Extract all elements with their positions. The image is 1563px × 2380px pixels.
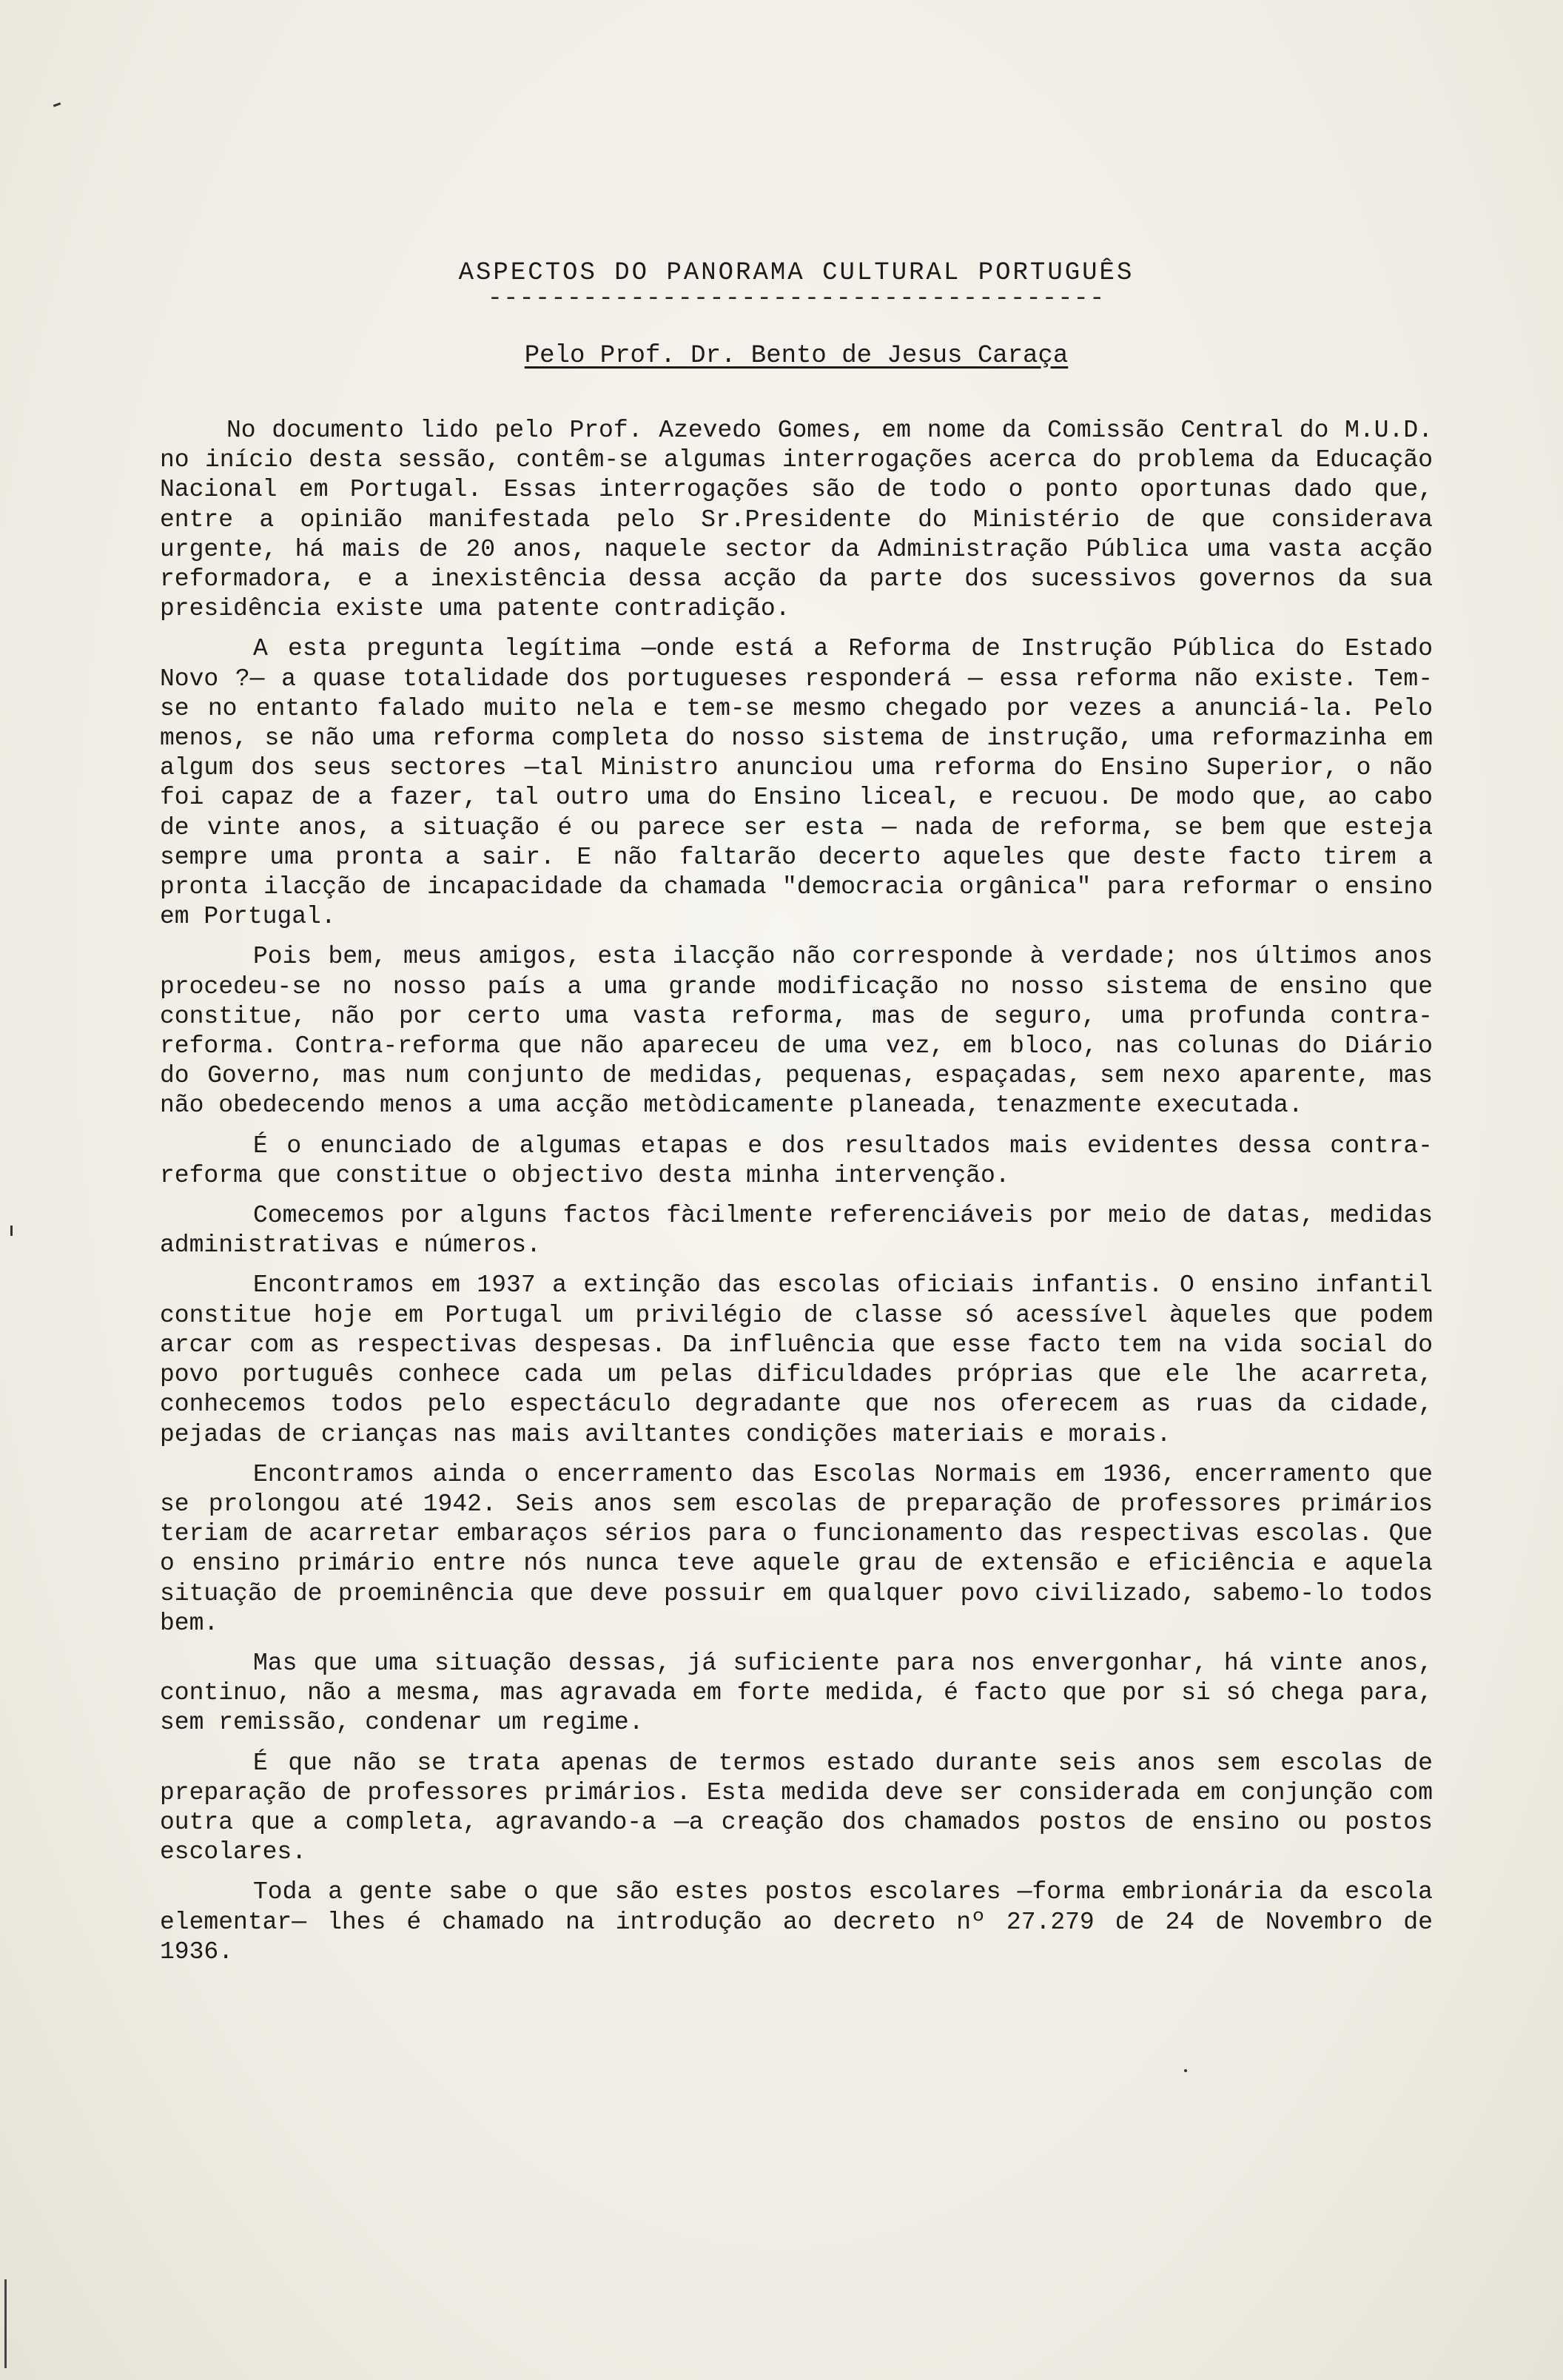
paragraph: Encontramos ainda o encerramento das Escolas Normais em 1936, encerramento que se prolongou até 1942. Seis anos sem escolas de preparação de professores primários teriam de acarretar embaraços sérios para o funcionamento das respectivas escolas. Que o ensino primário entre nós nunca teve aquele grau de extensão e eficiência e aquela situação de proeminência que deve possuir em qualquer povo civilizado, sabemo-lo todos bem. [160, 1460, 1433, 1637]
paragraph: Toda a gente sabe o que são estes postos escolares —forma embrionária da escola elementar— lhes é chamado na introdução ao decreto nº 27.279 de 24 de Novembro de 1936. [160, 1878, 1433, 1966]
paragraph: Pois bem, meus amigos, esta ilacção não corresponde à verdade; nos últimos anos procedeu-se no nosso país a uma grande modificação no nosso sistema de ensino que constitue, não por certo uma vasta reforma, mas de seguro, uma profunda contra-reforma. Contra-reforma que não apareceu de uma vez, em bloco, nas colunas do Diário do Governo, mas num conjunto de medidas, pequenas, espaçadas, sem nexo aparente, mas não obedecendo menos a uma acção metòdicamente planeada, tenazmente executada. [160, 943, 1433, 1120]
paragraph: No documento lido pelo Prof. Azevedo Gomes, em nome da Comissão Central do M.U.D. no início desta sessão, contêm-se algumas interrogações acerca do problema da Educação Nacional em Portugal. Essas interrogações são de todo o ponto oportunas dado que, entre a opinião manifestada pelo Sr.Presidente do Ministério de que considerava urgente, há mais de 20 anos, naquele sector da Administração Pública uma vasta acção reformadora, e a inexistência dessa acção da parte dos sucessivos governos da sua presidência existe uma patente contradição. [160, 417, 1433, 623]
paragraph: É que não se trata apenas de termos estado durante seis anos sem escolas de preparação de professores primários. Esta medida deve ser considerada em conjunção com outra que a completa, agravando-a —a creação dos chamados postos de ensino ou postos escolares. [160, 1749, 1433, 1866]
scan-speck [1184, 2069, 1187, 2072]
paragraph: A esta pregunta legítima —onde está a Reforma de Instrução Pública do Estado Novo ?— a quase totalidade dos portugueses responderá — essa reforma não existe. Tem-se no entanto falado muito nela e tem-se mesmo chegado por vezes a anunciá-la. Pelo menos, se não uma reforma completa do nosso sistema de instrução, uma reformazinha em algum dos seus sectores —tal Ministro anunciou uma reforma do Ensino Superior, o não foi capaz de a fazer, tal outro uma do Ensino liceal, e recuou. De modo que, ao cabo de vinte anos, a situação é ou parece ser esta — nada de reforma, se bem que esteja sempre uma pronta a sair. E não faltarão decerto aqueles que deste facto tirem a pronta ilacção de incapacidade da chamada "democracia orgânica" para reformar o ensino em Portugal. [160, 635, 1433, 931]
scan-speck [10, 1226, 13, 1236]
document-page [160, 259, 1433, 1977]
document-body [160, 416, 1433, 1967]
author-byline: Pelo Prof. Dr. Bento de Jesus Caraça [524, 342, 1069, 370]
title-underline: --------------------------------------- [487, 285, 1106, 313]
paragraph: Encontramos em 1937 a extinção das escolas oficiais infantis. O ensino infantil constitue hoje em Portugal um privilégio de classe só acessível àqueles que podem arcar com as respectivas despesas. Da influência que esse facto tem na vida social do povo português conhece cada um pelas dificuldades próprias que ele lhe acarreta, conhecemos todos pelo espectáculo degradante que nos oferecem as ruas da cidade, pejadas de crianças nas mais aviltantes condições materiais e morais. [160, 1271, 1433, 1448]
scan-speck [4, 2279, 7, 2368]
paragraph: É o enunciado de algumas etapas e dos resultados mais evidentes dessa contra-reforma que constitue o objectivo desta minha intervenção. [160, 1132, 1433, 1189]
paragraph: Comecemos por alguns factos fàcilmente referenciáveis por meio de datas, medidas administrativas e números. [160, 1202, 1433, 1260]
document-title: ASPECTOS DO PANORAMA CULTURAL PORTUGUÊS [458, 259, 1135, 287]
paragraph: Mas que uma situação dessas, já suficiente para nos envergonhar, há vinte anos, continuo, não a mesma, mas agravada em forte medida, é facto que por si só chega para, sem remissão, condenar um regime. [160, 1649, 1433, 1737]
